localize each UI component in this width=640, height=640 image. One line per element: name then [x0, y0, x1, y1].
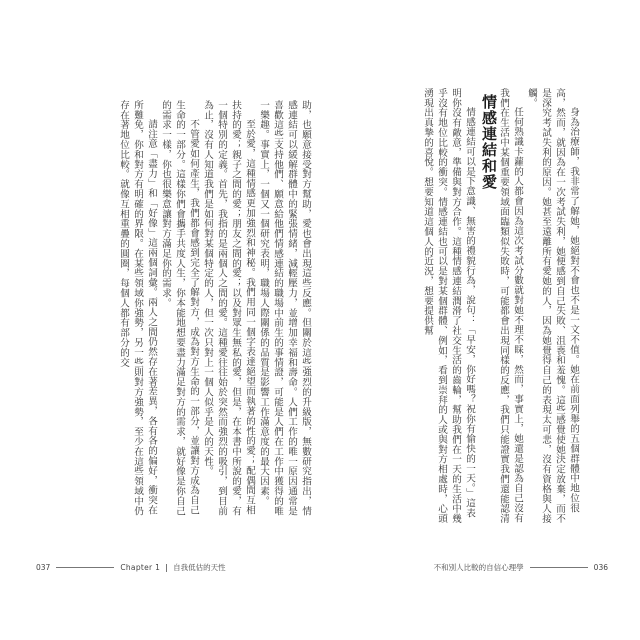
right-body-paragraph: 情感連結可以是下意識、無害的禮貌行為，說句：「早安，你好嗎？祝你有愉快的一天。」這表明你沒有敵意，準備與對方合作。這種情感連結潤滑了社交生活的齒輪，幫助我們在一天的生活中幾乎沒有地位比較的衝突。情感連結也可以是對某個群體、例如，看到崇拜的人或與對方相處時，心頭湧現出真摯的喜悅。想要知道這個人的近況，想要提供幫	[422, 88, 475, 524]
right-lead-paragraph: 任何熟識卡蘿的人都會因為這次考試分數就對她不理不睬，然而，事實上，她還是認為自己沒有我們在生活中某個重要領域面臨類似失敗時，可能都會出現同樣的反應，我們只能證實我們還能認清	[498, 88, 523, 524]
right-lead-paragraph: 身為治療師，我非常了解她，她絕對不會也不是一文不值。她在前面列舉的五個群體中地位很高，然而，就因為在一次考試失利，她便感到自己失敗、沮喪和羞愧。這些感覺使她決定放棄，而不是深究考試失利的原因。她甚至遠離所有愛她的人，因為她覺得自己的表現太可悲，沒有資格與人接觸。	[526, 88, 579, 524]
left-footer	[36, 562, 226, 573]
left-page-number: 037	[36, 563, 51, 572]
right-page-number: 036	[593, 563, 608, 572]
left-paragraph: 助，也願意接受對方幫助，愛也會出現這些反應。但關於這些強烈的升級版，無數研究指出，情感連結可以緩解群體中的緊張情緒，減輕壓力，並增加幸福和壽命。人們工作的唯一原因通常是喜歡這些支持他們、願意給他們情感連結的職場中前生的事情證，可能是人們在工作中獲得的唯一樂趣。事實上，一個又一個研究表明，職場人際關係的品質是影響工作滿意度的最大因素。	[258, 100, 311, 516]
chapter-label: Chapter 1	[120, 563, 161, 572]
right-page-body-text	[336, 88, 476, 528]
left-page-text	[50, 100, 312, 518]
left-paragraph: 至於愛，這種情感更加強烈和神秘。我們用同一個字表達絕望而執著的性的愛；配偶間互相扶持的愛；親子之間的愛；朋友之間的愛；以及對眾生無私的愛，但是，在本書中所說的愛，有一個特別的定義。首先，我指的是兩個人之間的愛。這種愛往往始於突然而強烈的吸引，到目前為止，沒有人知道我們是如何對某個特定的人，但一次只對上一個人似乎是人的天性。	[202, 100, 255, 516]
right-footer	[434, 562, 608, 573]
left-paragraph: 請注意「盡力」和「好像」這兩個詞彙。兩人之間仍然存在著差異，各有各的偏好，衝突在所難免，你和對方有明確的界限。在某些領域你強勢，另一些則對方強勢，至少在這些領域中仍存在著地位比較。就像互相重疊的圓圈，每個人都有部分的交	[118, 100, 157, 516]
left-paragraph: 不管愛如何產生，我們都會感到完全了解對方，成為對方生命的一部分，並讓對方成為自己生命的一部分。這樣你們會攜手共度人生，你本能地想要盡力滿足對方的需求，就好像是你自己的需求一樣，你也很樂意讓對方滿足你的需求。	[160, 100, 199, 516]
section-heading: 情感連結和愛	[480, 94, 498, 190]
footer-rule	[530, 567, 588, 568]
footer-separator	[166, 564, 167, 572]
footer-rule	[56, 567, 114, 568]
chapter-title: 自我低估的天性	[173, 563, 226, 572]
left-page	[42, 88, 312, 528]
right-page-lead-text	[496, 88, 580, 528]
right-page	[328, 88, 600, 528]
book-title: 不和別人比較的自信心理學	[433, 563, 524, 572]
